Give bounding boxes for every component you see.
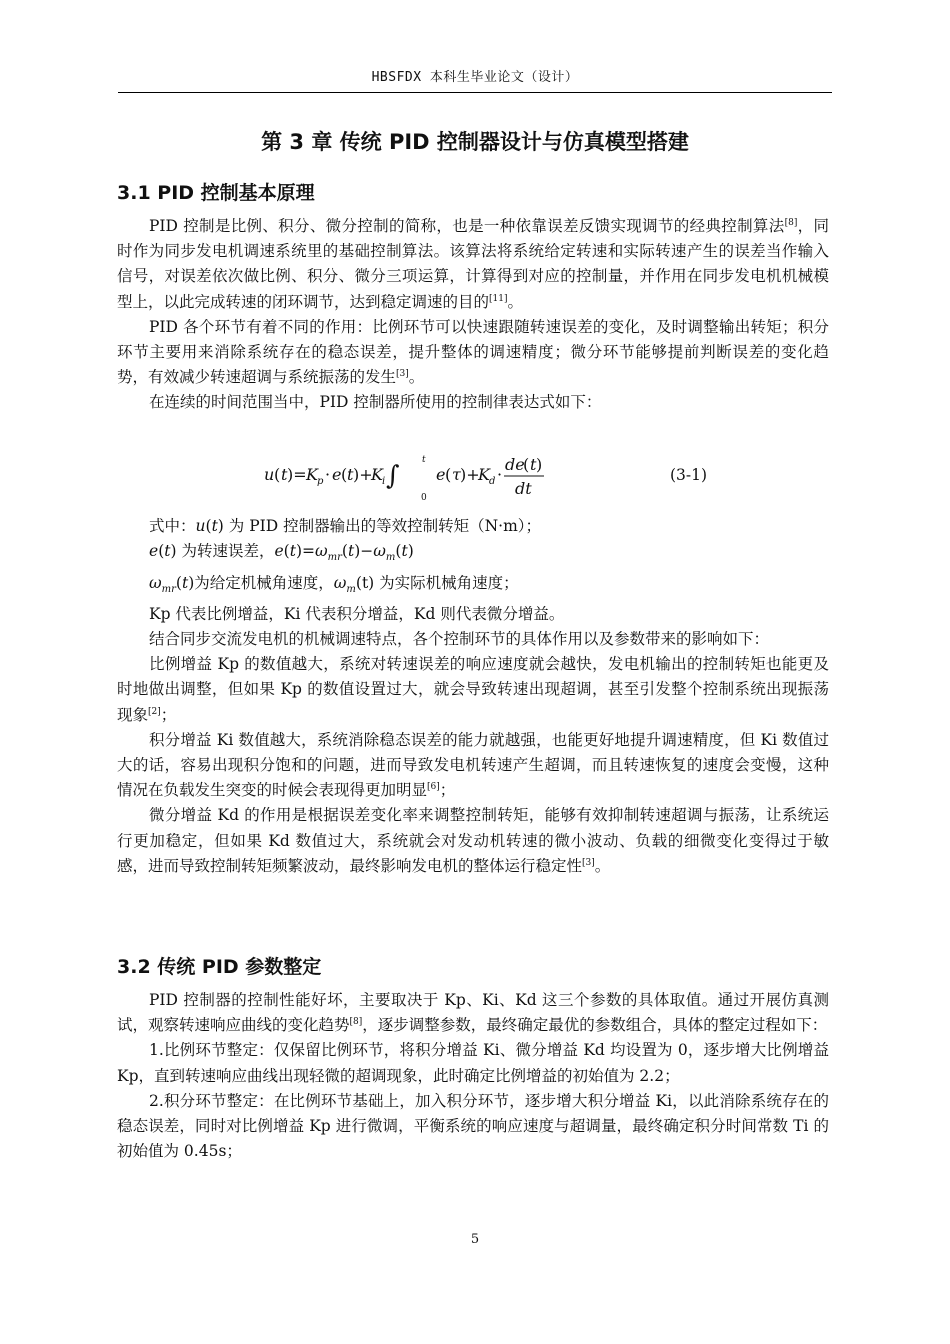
- svg-text:t: t: [281, 465, 288, 484]
- svg-text:)+: )+: [460, 465, 480, 484]
- paragraph: 微分增益 Kd 的作用是根据误差变化率来调整控制转矩，能够有效抑制转速超调与振荡，让系统运行更加稳定，但如果 Kd 数值过大，系统就会对发动机转速的微小波动、负载的细微变化变得过于敏感，进而导致控制转矩频繁波动，最终影响发电机的整体运行稳定性[3]。: [117, 806, 829, 875]
- citation: [8]: [349, 1017, 363, 1028]
- svg-text:(: (: [341, 465, 348, 484]
- citation: [6]: [427, 782, 440, 793]
- list-item: 1.比例环节整定：仅保留比例环节，将积分增益 Ki、微分增益 Kd 均设置为 0，逐步增大比例增益 Kp，直到转速响应曲线出现轻微的超调现象，此时确定比例增益的初始值为 2.2；: [117, 1041, 829, 1085]
- running-header: HBSFDX 本科生毕业论文（设计）: [371, 70, 579, 85]
- svg-text:(: (: [274, 465, 281, 484]
- svg-text:i: i: [382, 476, 386, 487]
- svg-text:p: p: [317, 476, 324, 487]
- svg-text:t: t: [530, 455, 537, 474]
- svg-text:(: (: [445, 465, 452, 484]
- section-3-2-title: 3.2 传统 PID 参数整定: [117, 956, 322, 978]
- equation-number: (3-1): [670, 466, 708, 484]
- svg-text:τ: τ: [452, 465, 461, 484]
- section-3-1-body-2: [117, 514, 829, 879]
- svg-text:·: ·: [325, 465, 331, 484]
- svg-text:)+: )+: [353, 465, 373, 484]
- citation: [8]: [784, 217, 798, 228]
- list-item: 2.积分环节整定：在比例环节基础上，加入积分环节，逐步增大积分增益 Ki，以此消除系统存在的稳态误差，同时对比例增益 Kp 进行微调，平衡系统的响应速度与超调量，最终确定积分时间常数 Ti 的初始值为 0.45s；: [117, 1091, 829, 1161]
- svg-text:(: (: [523, 455, 530, 474]
- page-number: 5: [470, 1232, 480, 1247]
- symbol-definition: $\omega_{mr}(t)$为给定机械角速度，$\omega_m(t)$ 为实际机械角速度；: [149, 573, 519, 595]
- svg-text:de: de: [505, 455, 525, 474]
- paragraph: PID 各个环节有着不同的作用：比例环节可以快速跟随转速误差的变化，及时调整输出转矩；积分环节主要用来消除系统存在的稳态误差，提升整体的调速精度；微分环节能够提前判断误差的变化趋势，有效减少转速超调与系统振荡的发生[3]。: [117, 317, 829, 387]
- paragraph: PID 控制器的控制性能好坏，主要取决于 Kp、Ki、Kd 这三个参数的具体取值。通过开展仿真测试，观察转速响应曲线的变化趋势[8]，逐步调整参数，最终确定最优的参数组合，具体的整定过程如下：: [117, 991, 829, 1035]
- symbol-definition: 式中：u(t) 为 PID 控制器输出的等效控制转矩（N·m）；: [149, 517, 542, 535]
- section-3-2-body: [117, 988, 829, 1164]
- svg-text:d: d: [489, 476, 496, 487]
- svg-text:e: e: [436, 465, 446, 484]
- svg-text:·: ·: [497, 465, 503, 484]
- svg-text:K: K: [371, 465, 383, 484]
- chapter-title: 第 3 章 传统 PID 控制器设计与仿真模型搭建: [261, 130, 689, 154]
- svg-text:t: t: [347, 465, 354, 484]
- svg-text:0: 0: [421, 493, 427, 503]
- svg-text:e: e: [332, 465, 342, 484]
- citation: [2]: [148, 706, 161, 717]
- svg-text:): ): [536, 455, 543, 474]
- section-3-1-body: [117, 214, 829, 416]
- symbol-definition: e(t) 为转速误差，$e(t)=\omega_{mr}(t)-\omega_m(t)$: [149, 542, 414, 564]
- svg-text:K: K: [478, 465, 490, 484]
- svg-text:)=: )=: [287, 465, 307, 484]
- svg-text:∫: ∫: [386, 461, 400, 491]
- header-rule: [118, 92, 832, 93]
- section-3-1-title: 3.1 PID 控制基本原理: [117, 182, 315, 204]
- citation: [3]: [396, 369, 409, 380]
- svg-text:t: t: [422, 455, 426, 465]
- paragraph: PID 控制是比例、积分、微分控制的简称，也是一种依靠误差反馈实现调节的经典控制算法[8]，同时作为同步发电机调速系统里的基础控制算法。该算法将系统给定转速和实际转速产生的误差当作输入信号，对误差依次做比例、积分、微分三项运算，计算得到对应的控制量，并作用在同步发电机机械模型上，以此完成转速的闭环调节，达到稳定调速的目的[11]。: [117, 217, 829, 311]
- paragraph: 在连续的时间范围当中，PID 控制器所使用的控制律表达式如下：: [149, 393, 602, 412]
- svg-text:dt: dt: [515, 479, 532, 498]
- paragraph: 结合同步交流发电机的机械调速特点，各个控制环节的具体作用以及参数带来的影响如下：: [149, 630, 770, 648]
- paragraph: 比例增益 Kp 的数值越大，系统对转速误差的响应速度就会越快，发电机输出的控制转矩也能更及时地做出调整，但如果 Kp 的数值设置过大，就会导致转速出现超调，甚至引发整个控制系统出现振荡现象[2]；: [117, 655, 829, 724]
- svg-text:u: u: [264, 465, 275, 484]
- paragraph: 积分增益 Ki 数值越大，系统消除稳态误差的能力就越强，也能更好地提升调速精度，但 Ki 数值过大的话，容易出现积分饱和的问题，进而导致发电机转速产生超调，而且转速恢复的速度会变慢，这种情况在负载发生突变的时候会表现得更加明显[6]；: [117, 730, 829, 800]
- svg-text:K: K: [306, 465, 318, 484]
- citation: [3]: [582, 857, 595, 868]
- citation: [11]: [489, 293, 508, 304]
- symbol-definition: Kp 代表比例增益，Ki 代表积分增益，Kd 则代表微分增益。: [149, 604, 565, 623]
